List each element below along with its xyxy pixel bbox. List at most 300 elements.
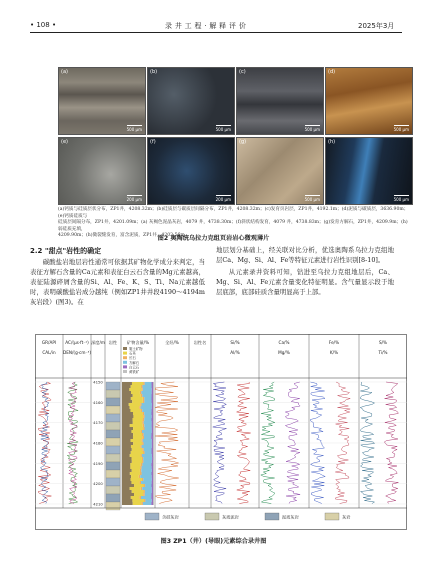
mineral-fill: [152, 445, 153, 448]
micrograph-label: (c): [239, 69, 246, 75]
mineral-legend-label: 方解石: [129, 360, 140, 365]
paragraph: 地层划分基础上，经关联对比分析，优选奥陶系乌拉力克组地层Ca、Mg、Si、Al、Fe等特征元素进行岩性识别[8-10]。: [216, 246, 394, 264]
mineral-fill: [133, 427, 143, 430]
log-column-header: 岩性名: [193, 340, 207, 345]
scale-bar: 500 μm: [126, 127, 142, 132]
mineral-fill: [142, 448, 144, 451]
lithology-band: [106, 470, 120, 478]
mineral-fill: [142, 460, 143, 463]
mineral-fill: [153, 439, 154, 442]
mineral-fill: [132, 469, 140, 472]
mineral-fill: [153, 502, 154, 505]
mineral-fill: [140, 403, 141, 406]
mineral-fill: [142, 433, 144, 436]
log-column-header: GR/API: [41, 340, 57, 345]
mineral-fill: [139, 475, 140, 478]
mineral-fill: [143, 427, 144, 430]
micrograph-label: (d): [328, 69, 336, 75]
mineral-fill: [141, 502, 143, 505]
mineral-fill: [122, 418, 133, 421]
figure-2-title: 图2 奥陶统乌拉力克组页岩岩心微观薄片: [157, 235, 270, 242]
mineral-fill: [152, 415, 153, 418]
mineral-fill: [141, 388, 142, 391]
mineral-fill: [132, 460, 142, 463]
micrograph-label: (h): [328, 139, 336, 145]
mineral-fill: [122, 427, 133, 430]
scale-bar: 200 μm: [126, 197, 142, 202]
mineral-fill: [153, 400, 154, 403]
mineral-fill: [152, 475, 153, 478]
lithology-band: [106, 494, 120, 502]
log-column-header: K/%: [329, 350, 339, 355]
lithology-legend-label: 灰质泥岩: [222, 514, 239, 520]
mineral-fill: [130, 409, 140, 412]
mineral-fill: [152, 499, 153, 502]
caption-line: 4209.90m；(h)微裂缝发育，富含泥质，ZP1井，4203.56m: [58, 233, 185, 239]
mineral-fill: [152, 394, 154, 397]
mineral-fill: [145, 415, 152, 418]
mineral-fill: [122, 460, 132, 463]
mineral-swatch: [123, 365, 127, 368]
scale-bar: 500 μm: [215, 127, 231, 132]
mineral-fill: [152, 466, 153, 469]
mineral-fill: [130, 406, 140, 409]
mineral-fill: [152, 457, 153, 460]
mineral-fill: [153, 388, 154, 391]
mineral-fill: [153, 475, 154, 478]
mineral-fill: [131, 397, 143, 400]
lithology-band: [106, 462, 120, 470]
figure-3-title: 图3 ZP1（井）(导眼)元素综合录井图: [160, 538, 267, 545]
mineral-fill: [153, 445, 154, 448]
mineral-fill: [122, 457, 131, 460]
log-column-header: S/%: [378, 340, 388, 345]
mineral-legend-label: 黄铁矿: [129, 370, 140, 374]
mineral-fill: [152, 397, 154, 400]
mineral-fill: [142, 421, 143, 424]
mineral-fill: [153, 382, 154, 385]
mineral-fill: [122, 409, 130, 412]
mineral-fill: [152, 487, 153, 490]
micrograph-label: (b): [150, 69, 158, 75]
mineral-fill: [122, 496, 131, 499]
lithology-band: [106, 438, 120, 446]
right-column: [216, 246, 394, 298]
mineral-swatch: [123, 356, 127, 359]
mineral-fill: [130, 466, 140, 469]
mineral-fill: [145, 493, 152, 496]
mineral-fill: [152, 427, 153, 430]
log-column-header: Mg/%: [278, 350, 290, 355]
mineral-fill: [122, 394, 133, 397]
mineral-fill: [142, 472, 152, 475]
mineral-fill: [143, 397, 145, 400]
mineral-fill: [142, 409, 151, 412]
scale-bar: 200 μm: [215, 197, 231, 202]
mineral-fill: [151, 412, 153, 415]
mineral-fill: [122, 478, 131, 481]
mineral-fill: [141, 469, 152, 472]
mineral-fill: [152, 406, 153, 409]
mineral-fill: [133, 502, 142, 505]
mineral-fill: [151, 433, 153, 436]
lithology-band: [106, 422, 120, 430]
mineral-fill: [122, 421, 133, 424]
mineral-fill: [140, 445, 141, 448]
mineral-fill: [122, 403, 129, 406]
mineral-swatch: [123, 352, 127, 355]
mineral-fill: [151, 418, 153, 421]
mineral-fill: [134, 484, 143, 487]
mineral-fill: [142, 403, 152, 406]
mineral-fill: [142, 454, 152, 457]
mineral-fill: [142, 466, 152, 469]
lithology-swatch: [145, 513, 159, 520]
mineral-fill: [122, 499, 132, 502]
micrograph-h: [325, 137, 413, 205]
mineral-fill: [144, 424, 151, 427]
mineral-fill: [144, 490, 145, 493]
micrograph-f: [147, 137, 235, 205]
mineral-fill: [153, 415, 154, 418]
mineral-fill: [141, 394, 143, 397]
mineral-fill: [132, 499, 144, 502]
mineral-fill: [153, 493, 154, 496]
mineral-fill: [152, 454, 153, 457]
micrograph-d: [325, 67, 413, 135]
mineral-fill: [152, 388, 153, 391]
mineral-fill: [122, 382, 132, 385]
mineral-fill: [122, 385, 131, 388]
mineral-fill: [122, 406, 130, 409]
mineral-fill: [153, 385, 154, 388]
mineral-fill: [153, 403, 154, 406]
mineral-fill: [153, 412, 154, 415]
mineral-fill: [153, 463, 154, 466]
lithology-swatch: [265, 513, 279, 520]
mineral-fill: [152, 382, 154, 385]
mineral-fill: [153, 424, 154, 427]
mineral-fill: [141, 481, 152, 484]
mineral-fill: [143, 415, 144, 418]
section-heading: 2.2 "甜点"岩性的确定: [30, 247, 102, 255]
mineral-fill: [131, 430, 140, 433]
mineral-fill: [152, 448, 154, 451]
mineral-fill: [152, 490, 153, 493]
mineral-fill: [122, 391, 131, 394]
mineral-fill: [143, 460, 151, 463]
mineral-fill: [142, 385, 151, 388]
mineral-fill: [130, 463, 140, 466]
mineral-fill: [152, 421, 153, 424]
left-column: [30, 246, 205, 308]
scale-bar: 500 μm: [393, 127, 409, 132]
mineral-fill: [151, 436, 153, 439]
mineral-fill: [132, 448, 142, 451]
mineral-fill: [151, 463, 153, 466]
log-column-header: AC/(μs·ft⁻¹): [65, 340, 89, 345]
mineral-fill: [141, 385, 143, 388]
mineral-fill: [122, 454, 130, 457]
mineral-fill: [144, 433, 152, 436]
mineral-fill: [143, 418, 145, 421]
mineral-fill: [152, 409, 154, 412]
mineral-fill: [122, 466, 130, 469]
mineral-fill: [122, 502, 133, 505]
mineral-fill: [122, 439, 131, 442]
mineral-fill: [122, 400, 132, 403]
mineral-fill: [143, 502, 151, 505]
mineral-fill: [132, 490, 144, 493]
mineral-fill: [153, 484, 154, 487]
mineral-fill: [141, 487, 142, 490]
mineral-fill: [140, 391, 141, 394]
mineral-fill: [153, 391, 154, 394]
mineral-fill: [145, 499, 151, 502]
mineral-fill: [152, 430, 153, 433]
micrograph-label: (e): [61, 139, 68, 145]
mineral-fill: [143, 412, 145, 415]
mineral-fill: [152, 478, 153, 481]
mineral-fill: [145, 490, 152, 493]
mineral-fill: [142, 487, 152, 490]
mineral-fill: [122, 487, 130, 490]
paragraph: 从元素录井资料可知，钻进至乌拉力克组地层后，Ca、Mg、Si、Al、Fe元素含量变化特征明显。含气量显示段于地层底部，底部硅质含量明显高于上部。: [216, 267, 394, 296]
mineral-fill: [133, 415, 143, 418]
mineral-fill: [144, 400, 151, 403]
mineral-fill: [122, 424, 130, 427]
mineral-fill: [122, 481, 131, 484]
mineral-fill: [142, 478, 143, 481]
micrograph-a: [58, 67, 146, 135]
mineral-fill: [141, 496, 151, 499]
log-column-header: Fe/%: [328, 340, 340, 345]
mineral-fill: [122, 430, 131, 433]
mineral-fill: [143, 382, 145, 385]
mineral-fill: [122, 463, 130, 466]
header-rule: [30, 32, 402, 33]
mineral-legend-label: 石英: [129, 351, 136, 356]
mineral-fill: [152, 469, 153, 472]
mineral-fill: [143, 493, 145, 496]
mineral-fill: [131, 385, 141, 388]
mineral-legend-label: 长石: [129, 356, 136, 361]
mineral-fill: [140, 475, 151, 478]
mineral-fill: [143, 451, 145, 454]
mineral-fill: [153, 496, 154, 499]
mineral-fill: [129, 388, 141, 391]
depth-tick-label: 4170: [93, 420, 103, 426]
mineral-fill: [140, 481, 141, 484]
caption-line: (a)钙质与硅质层状分布，ZP1井，4208.32m；(b)硅质层与碳质层间隔分布，ZP1井，4208.32m；(c)发育页岩层，ZP1井，4192.1m；(d)泥质与碳质层，3636.90m；(e)钙质硅质与: [58, 207, 409, 219]
mineral-fill: [130, 454, 141, 457]
mineral-fill: [153, 490, 154, 493]
mineral-fill: [139, 496, 141, 499]
mineral-fill: [122, 472, 130, 475]
page-number: • 108 •: [30, 21, 57, 29]
mineral-fill: [153, 469, 154, 472]
mineral-fill: [131, 457, 141, 460]
lithology-legend-label: 含硅灰岩: [162, 514, 179, 520]
lithology-band: [106, 430, 120, 438]
micrograph-e: [58, 137, 146, 205]
mineral-fill: [131, 496, 140, 499]
mineral-fill: [143, 478, 152, 481]
mineral-fill: [144, 397, 151, 400]
mineral-fill: [151, 496, 153, 499]
mineral-fill: [144, 421, 152, 424]
lithology-swatch: [325, 513, 339, 520]
mineral-fill: [122, 397, 131, 400]
mineral-fill: [141, 391, 151, 394]
mineral-fill: [153, 472, 154, 475]
log-column-header: CAL/in: [42, 350, 56, 355]
mineral-swatch: [123, 347, 127, 350]
lithology-band: [106, 414, 120, 422]
mineral-fill: [152, 481, 153, 484]
mineral-fill: [132, 400, 143, 403]
mineral-fill: [153, 457, 154, 460]
mineral-fill: [153, 427, 154, 430]
scale-bar: 500 μm: [393, 197, 409, 202]
journal-name: 录 井 工 程 · 解 释 评 价: [165, 22, 247, 30]
lithology-band: [106, 382, 120, 390]
log-column-header: 矿物含量/%: [126, 340, 150, 345]
lithology-legend-label: 灰岩: [342, 514, 351, 520]
mineral-fill: [153, 448, 154, 451]
mineral-fill: [134, 493, 143, 496]
mineral-fill: [122, 451, 131, 454]
micrograph-c: [236, 67, 324, 135]
mineral-fill: [153, 466, 154, 469]
mineral-fill: [152, 442, 153, 445]
mineral-fill: [151, 493, 153, 496]
mineral-fill: [153, 454, 154, 457]
mineral-fill: [139, 406, 140, 409]
scale-bar: 500 μm: [304, 127, 320, 132]
left-paragraph: [30, 258, 205, 308]
mineral-fill: [153, 406, 154, 409]
mineral-fill: [153, 460, 154, 463]
mineral-swatch: [123, 370, 127, 373]
micrograph-label: (g): [239, 139, 247, 145]
mineral-fill: [144, 448, 152, 451]
mineral-fill: [122, 388, 129, 391]
mineral-fill: [153, 451, 154, 454]
mineral-swatch: [123, 361, 127, 364]
micrograph-g: [236, 137, 324, 205]
mineral-fill: [153, 418, 154, 421]
mineral-fill: [132, 382, 143, 385]
mineral-fill: [153, 394, 154, 397]
depth-tick-label: 4160: [93, 399, 103, 405]
depth-tick-label: 4150: [93, 379, 103, 385]
mineral-fill: [153, 487, 154, 490]
mineral-fill: [122, 442, 133, 445]
mineral-fill: [152, 439, 153, 442]
mineral-fill: [152, 460, 153, 463]
mineral-fill: [131, 391, 140, 394]
mineral-fill: [153, 433, 154, 436]
log-column-header: Ca/%: [278, 340, 290, 345]
mineral-fill: [153, 436, 154, 439]
mineral-fill: [142, 442, 143, 445]
mineral-fill: [140, 472, 142, 475]
mineral-fill: [122, 436, 133, 439]
mineral-fill: [142, 436, 144, 439]
paragraph: 碳酸盐岩地层岩性通常可依据其矿物化学成分来判定，当表征方解石含量的Ca元素和表征白云石含量的Mg元素越高，表征陆源碎屑含量的Si、Al、Fe、K、S、Ti、Na元素越低时，表明碳酸盐岩成分越纯（例如ZP1井井段4190～4194m灰岩段）(图3)。在: [30, 258, 205, 306]
mineral-fill: [151, 502, 153, 505]
log-column-header: 岩性: [108, 340, 118, 345]
mineral-fill: [141, 409, 143, 412]
log-column-header: 全烃/%: [165, 340, 179, 345]
mineral-fill: [151, 484, 153, 487]
mineral-fill: [152, 400, 154, 403]
lithology-legend-label: 泥质灰岩: [282, 514, 299, 520]
mineral-fill: [145, 484, 151, 487]
micrograph-b: [147, 67, 235, 135]
mineral-fill: [133, 418, 143, 421]
mineral-fill: [122, 433, 133, 436]
mineral-fill: [153, 430, 154, 433]
mineral-fill: [122, 412, 133, 415]
scale-bar: 500 μm: [304, 197, 320, 202]
lithology-band: [106, 398, 120, 406]
mineral-fill: [133, 394, 141, 397]
mineral-fill: [142, 394, 151, 397]
mineral-fill: [153, 499, 154, 502]
mineral-fill: [144, 418, 151, 421]
lithology-band: [106, 502, 120, 510]
lithology-band: [106, 406, 120, 414]
micrograph-label: (f): [150, 139, 156, 145]
mineral-fill: [144, 484, 146, 487]
mineral-legend-label: 白云石: [129, 365, 140, 370]
figure-3-log-panel: [35, 334, 407, 530]
mineral-fill: [144, 442, 152, 445]
mineral-fill: [145, 451, 152, 454]
mineral-fill: [143, 400, 145, 403]
caption-line: 硅质层间隔分布，ZP1井，4201.09m；(a) 灰褐色泥晶灰岩，4079 井，4738.30m；(f)斜状结构发育，4079 井，4738.83m；(g)发育方解石，ZP1井，4209.9m；(h)弱硅质充填，: [58, 220, 408, 232]
mineral-fill: [142, 457, 143, 460]
mineral-fill: [144, 436, 151, 439]
mineral-fill: [141, 463, 143, 466]
mineral-fill: [122, 490, 132, 493]
log-column-header: Si/%: [230, 340, 240, 345]
mineral-fill: [133, 412, 143, 415]
mineral-fill: [152, 385, 154, 388]
mineral-fill: [152, 451, 154, 454]
mineral-fill: [122, 475, 131, 478]
lithology-band: [106, 390, 120, 398]
lithology-band: [106, 486, 120, 494]
mineral-fill: [131, 445, 140, 448]
mineral-fill: [143, 388, 152, 391]
mineral-fill: [133, 421, 142, 424]
mineral-fill: [141, 439, 142, 442]
lithology-band: [106, 454, 120, 462]
lithology-band: [106, 478, 120, 486]
depth-tick-label: 4210: [93, 501, 103, 507]
mineral-fill: [133, 442, 142, 445]
mineral-fill: [144, 499, 145, 502]
log-column-header: Ti/%: [378, 350, 388, 355]
issue-date: 2025年3月: [358, 22, 395, 30]
mineral-fill: [153, 481, 154, 484]
mineral-fill: [142, 463, 151, 466]
mineral-fill: [129, 403, 140, 406]
mineral-fill: [122, 445, 131, 448]
